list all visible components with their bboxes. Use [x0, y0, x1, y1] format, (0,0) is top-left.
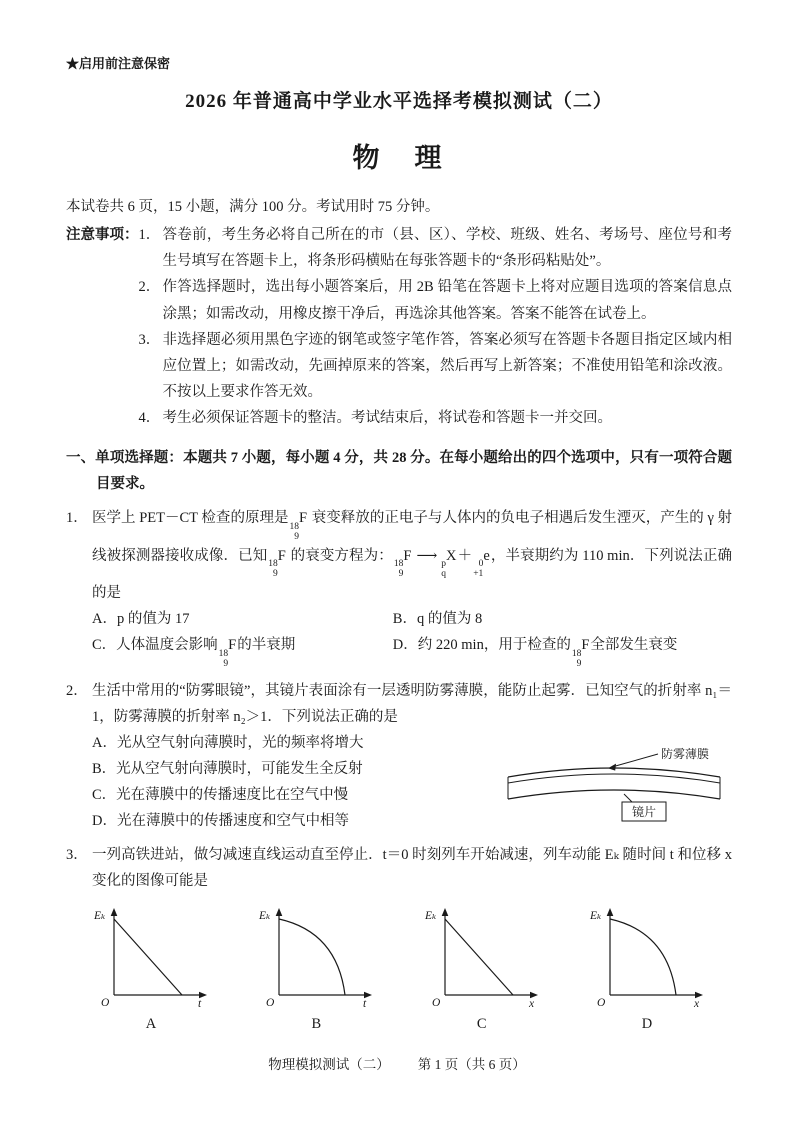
option-c: C．光在薄膜中的传播速度比在空气中慢	[92, 787, 349, 804]
footer-title: 物理模拟测试（二）	[268, 1056, 390, 1072]
svg-text:Eₖ: Eₖ	[589, 909, 602, 922]
question-3	[66, 842, 732, 1036]
question-1-stem	[92, 505, 732, 606]
question-number: 1．	[66, 510, 88, 527]
lens-label: 镜片	[632, 804, 657, 819]
option-d: D．光在薄膜中的传播速度和空气中相等	[92, 813, 349, 830]
graph-label: D	[641, 1015, 653, 1032]
option-a: A．光从空气射向薄膜时，光的频率将增大	[92, 734, 364, 751]
notice-item-4	[139, 405, 733, 431]
notice-item-2	[139, 274, 733, 326]
svg-text:O: O	[101, 996, 110, 1009]
notice-number: 1．	[138, 227, 161, 244]
section-heading: 一、单项选择题：本题共 7 小题，每小题 4 分，共 28 分。在每小题给出的四个选项中，只有一项符合题目要求。	[66, 450, 732, 493]
plus-sign: ＋	[457, 547, 473, 564]
question-body	[92, 842, 732, 1036]
nuclide-fluorine-18: 18 9 F	[268, 547, 286, 580]
nuclide-fluorine-18: 18 9 F	[218, 637, 237, 669]
nuclide-fluorine-18: 18 9 F	[289, 510, 308, 542]
subject-title: 物 理	[352, 142, 446, 173]
graph-label: A	[145, 1015, 157, 1032]
anti-fog-lens-figure	[500, 744, 728, 824]
svg-text:Eₖ: Eₖ	[259, 909, 271, 922]
stem-text: 衰变释放的正电子与人体内的负电子相遇后发生湮灭，产生的 γ 射线被探测器接收成像．已知	[92, 510, 733, 564]
nuclide-positron: 0 +1 e	[473, 547, 490, 580]
question-2	[66, 678, 732, 835]
paper-info: 本试卷共 6 页，15 小题，满分 100 分。考试用时 75 分钟。	[66, 199, 440, 216]
option-b: B．光从空气射向薄膜时，可能发生全反射	[92, 761, 363, 778]
nuclide-fluorine-18: 18 9 F	[571, 637, 590, 669]
svg-text:x: x	[528, 997, 534, 1009]
notice-number: 3．	[138, 331, 161, 348]
notice-item-1	[139, 222, 733, 274]
question-body	[92, 678, 732, 835]
graph-option-a	[92, 905, 210, 1037]
leader-arrowhead	[608, 763, 616, 770]
lens-bottom-arc	[508, 790, 720, 799]
graph-option-b	[257, 905, 375, 1037]
curve-concave	[610, 919, 676, 995]
notice-item-3	[139, 327, 733, 405]
nuclide-fluorine-18: 18 9 F	[393, 547, 412, 580]
graph-label: B	[311, 1015, 322, 1032]
film-bottom-arc	[508, 774, 720, 783]
stem-text: 医学上 PET－CT 检查的原理是	[92, 510, 289, 527]
svg-text:t: t	[198, 997, 202, 1009]
svg-text:t: t	[363, 997, 367, 1009]
notices-label: 注意事项：	[66, 227, 139, 244]
option-d: D．约 220 min，用于检查的 18 9 F全部发生衰变	[392, 637, 678, 669]
page-footer	[0, 1053, 794, 1077]
stem-text: ，半衰期约为 110 min．下列说法正确的是	[92, 547, 732, 602]
svg-text:O: O	[431, 996, 440, 1009]
svg-text:x: x	[693, 997, 700, 1009]
reaction-arrow: ⟶	[416, 547, 437, 564]
notice-text: 考生必须保证答题卡的整洁。考试结束后，将试卷和答题卡一并交回。	[162, 409, 612, 426]
svg-text:O: O	[596, 996, 606, 1009]
option-a: A．p 的值为 17	[92, 611, 190, 628]
curve-linear	[445, 919, 513, 995]
stem-text: 的衰变方程为：	[290, 547, 393, 564]
notice-text: 作答选择题时，选出每小题答案后，用 2B 铅笔在答题卡上将对应题目选项的答案信息点涂黑；如需改动，用橡皮擦干净后，再选涂其他答案。答案不能答在试卷上。	[162, 279, 732, 322]
question-1	[66, 505, 732, 670]
question-2-stem: 生活中常用的“防雾眼镜”，其镜片表面涂有一层透明防雾薄膜，能防止起雾．已知空气的折射率 n₁＝1，防雾薄膜的折射率 n₂＞1．下列说法正确的是	[92, 682, 732, 725]
curve-linear	[114, 919, 182, 995]
graph-row	[92, 905, 706, 1037]
question-number: 2．	[66, 682, 88, 699]
svg-text:Eₖ: Eₖ	[94, 909, 106, 922]
question-3-stem: 一列高铁进站，做匀减速直线运动直至停止．t＝0 时刻列车开始减速，列车动能 Eₖ 随时间 t 和位移 x 变化的图像可能是	[92, 847, 732, 890]
nuclide-unknown-x: p q X	[441, 547, 457, 580]
security-notice: ★启用前注意保密	[66, 56, 171, 71]
notices-block	[66, 222, 732, 431]
graph-label: C	[476, 1015, 487, 1032]
exam-title: 2026 年普通高中学业水平选择考模拟测试（二）	[185, 91, 613, 113]
graph-option-c	[423, 905, 541, 1037]
notice-items	[139, 222, 733, 431]
graph-option-d	[588, 905, 706, 1037]
notice-number: 2．	[138, 279, 161, 296]
film-label: 防雾薄膜	[661, 746, 710, 761]
option-c: C．人体温度会影响 18 9 F的半衰期	[92, 637, 296, 669]
svg-text:Eₖ: Eₖ	[424, 909, 436, 922]
question-1-options	[92, 606, 732, 670]
option-b: B．q 的值为 8	[392, 611, 483, 628]
curve-concave	[279, 919, 345, 995]
svg-text:O: O	[266, 996, 275, 1009]
notice-number: 4．	[138, 409, 161, 426]
question-number: 3．	[66, 847, 88, 864]
question-body	[92, 505, 732, 670]
notice-text: 非选择题必须用黑色字迹的钢笔或签字笔作答，答案必须写在答题卡各题目指定区域内相应位置上；如需改动，先画掉原来的答案，然后再写上新答案；不准使用铅笔和涂改液。不按以上要求作答无效。	[162, 331, 732, 400]
notice-text: 答卷前，考生务必将自己所在的市（县、区）、学校、班级、姓名、考场号、座位号和考生号填写在答题卡上，将条形码横贴在每张答题卡的“条形码粘贴处”。	[162, 227, 732, 270]
footer-page-number: 第 1 页（共 6 页）	[417, 1056, 526, 1072]
